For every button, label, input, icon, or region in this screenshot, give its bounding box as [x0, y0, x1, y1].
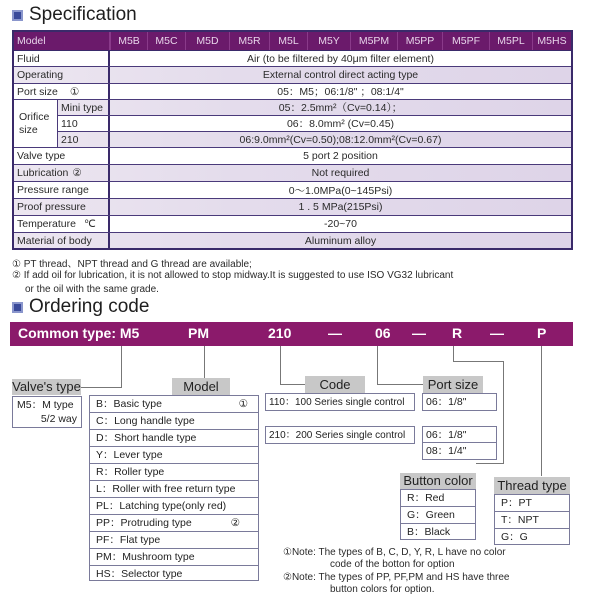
- spec-row-orifice-mini: [14, 100, 571, 116]
- valves-type-label: Valve's type: [12, 379, 81, 394]
- row-value: Air (to be filtered by 40μm filter element): [247, 52, 434, 65]
- square-bullet-icon: [12, 10, 23, 21]
- model-option-pm: PM：Mushroom type: [90, 549, 258, 566]
- row-value: External control direct acting type: [262, 69, 419, 81]
- spec-row-port-size: [14, 84, 571, 100]
- model-option-hs: HS：Selector type: [96, 568, 183, 580]
- connector-line: [453, 361, 503, 362]
- spec-note-2: ② If add oil for lubrication, it is not allowed to stop midway.It is suggested to use ISO VG32 lubricant: [12, 270, 454, 281]
- code-series: 210: [268, 325, 292, 341]
- spec-note-2-cont: or the oil with the same grade.: [25, 284, 159, 295]
- row-value: Not required: [311, 167, 370, 179]
- row-value: Aluminum alloy: [304, 234, 377, 247]
- spec-row-orifice-110: [14, 116, 571, 132]
- model-label: Model: [172, 378, 230, 395]
- spec-table: [12, 30, 573, 250]
- connector-line: [81, 387, 122, 388]
- spec-row-orifice-210: [14, 132, 571, 148]
- model-option-pl: PL：Latching type(only red): [90, 498, 258, 515]
- button-color-label: Button color: [400, 473, 476, 489]
- spec-row-fluid: [14, 51, 571, 67]
- spec-note-1: ① PT thread、NPT thread and G thread are available;: [12, 259, 252, 270]
- spec-title-text: Specification: [29, 4, 137, 25]
- thread-option-npt: T：NPT: [495, 512, 569, 529]
- code-label: Code: [305, 376, 365, 393]
- spec-row-operating: [14, 67, 571, 84]
- thread-option-pt: P：PT: [495, 495, 569, 512]
- port-option: 06：1/8": [423, 427, 496, 443]
- code-thread: P: [537, 325, 547, 341]
- model-option-l: L：Roller with free return type: [90, 481, 258, 498]
- spec-row-temperature: [14, 216, 571, 233]
- row-value: 5 port 2 position: [303, 150, 378, 162]
- ordering-note-1: ①Note: The types of B, C, D, Y, R, L have no color: [283, 547, 506, 558]
- model-col: M5B: [110, 32, 147, 50]
- row-value: 1 . 5 MPa(215Psi): [298, 201, 383, 213]
- port-option: 06：1/8": [426, 396, 467, 408]
- port-size-box-2: [422, 426, 497, 460]
- ordering-note-2: ②Note: The types of PP, PF,PM and HS have three: [283, 572, 510, 583]
- code-dash: —: [328, 325, 342, 341]
- row-label: [14, 165, 110, 181]
- connector-line: [453, 346, 454, 362]
- model-option-r: R：Roller type: [90, 464, 258, 481]
- connector-line: [503, 361, 504, 463]
- port-size-label: Port size: [423, 376, 483, 393]
- row-sublabel: Mini type: [57, 100, 110, 115]
- model-col: M5PL: [489, 32, 532, 50]
- row-label-text: Port size: [17, 85, 58, 98]
- connector-line: [280, 384, 306, 385]
- row-value: 06:9.0mm²(Cv=0.50);08:12.0mm²(Cv=0.67): [239, 133, 442, 146]
- model-option-y: Y：Lever type: [90, 447, 258, 464]
- code-color: R: [452, 325, 463, 341]
- model-col: M5R: [229, 32, 269, 50]
- spec-row-valve-type: [14, 148, 571, 165]
- model-col: M5C: [147, 32, 185, 50]
- model-col: M5PP: [397, 32, 442, 50]
- ordering-title-text: Ordering code: [29, 296, 150, 317]
- row-label-text: Temperature: [17, 218, 76, 230]
- row-value: 05：M5；06:1/8" ；08:1/4": [277, 86, 404, 98]
- orifice-label-line1: Orifice: [19, 110, 50, 123]
- row-sublabel: 110: [57, 116, 110, 131]
- row-label-text: Lubrication: [17, 167, 69, 179]
- circled-two-mark: ②: [72, 167, 82, 179]
- model-box: [89, 395, 259, 581]
- spec-section-title: [12, 4, 137, 26]
- row-label: [14, 84, 110, 99]
- color-option-red: R：Red: [401, 490, 475, 507]
- code-option-210: 210：200 Series single control: [269, 430, 406, 441]
- row-label: Operating: [14, 67, 110, 83]
- valves-type-line2: 5/2 way: [40, 413, 77, 425]
- row-label: [14, 216, 110, 232]
- connector-line: [204, 346, 205, 379]
- model-col: M5D: [185, 32, 229, 50]
- row-sublabel: 210: [57, 132, 110, 147]
- row-value: 05：2.5mm²（Cv=0.14）；: [278, 102, 403, 114]
- color-option-black: B：Black: [407, 526, 451, 538]
- spec-row-lubrication: [14, 165, 571, 182]
- square-bullet-icon: [12, 302, 23, 313]
- connector-line: [280, 346, 281, 384]
- connector-line: [476, 463, 504, 464]
- model-option-pp: PP：Protruding type ②: [90, 515, 258, 532]
- model-option-pf: PF：Flat type: [90, 532, 258, 549]
- color-option-green: G：Green: [401, 507, 475, 524]
- code-box-210: [265, 426, 415, 444]
- code-prefix: Common type: M5: [18, 325, 140, 341]
- code-dash: —: [490, 325, 504, 341]
- ordering-section-title: [12, 296, 149, 318]
- code-dash: —: [412, 325, 426, 341]
- header-model-label: Model: [14, 32, 110, 50]
- circled-one-mark: ①: [238, 398, 248, 410]
- model-col: M5PM: [350, 32, 397, 50]
- ordering-note-1-cont: code of the botton for option: [330, 559, 455, 570]
- code-model: PM: [188, 325, 209, 341]
- model-option-c: C：Long handle type: [90, 413, 258, 430]
- model-option-d: D：Short handle type: [90, 430, 258, 447]
- model-col: M5HS: [532, 32, 571, 50]
- thread-type-box: [494, 494, 570, 545]
- code-box-110: [265, 393, 415, 411]
- port-option: 08：1/4": [426, 445, 467, 457]
- row-value: -20~70: [324, 218, 357, 230]
- port-size-box-1: [422, 393, 497, 411]
- button-color-box: [400, 489, 476, 540]
- connector-line: [377, 346, 378, 384]
- orifice-size-label: [14, 100, 57, 148]
- circled-two-mark: ②: [230, 517, 240, 529]
- model-option-b: B：Basic type ①: [90, 396, 258, 413]
- spec-row-material: [14, 233, 571, 248]
- row-label: Material of body: [14, 233, 110, 248]
- model-col: M5PF: [442, 32, 489, 50]
- model-col: M5L: [269, 32, 307, 50]
- ordering-note-2-cont: button colors for option.: [330, 584, 435, 595]
- valves-type-line1: M5：M type: [17, 399, 74, 411]
- thread-type-label: Thread type: [494, 477, 570, 494]
- circled-one-mark: ①: [69, 85, 80, 98]
- spec-row-proof-pressure: [14, 199, 571, 216]
- spec-row-pressure-range: [14, 182, 571, 199]
- ordering-code-bar: [10, 322, 573, 346]
- connector-line: [541, 346, 542, 476]
- row-label: Pressure range: [14, 182, 110, 198]
- row-label: Valve type: [14, 148, 110, 164]
- code-port: 06: [375, 325, 391, 341]
- celsius-unit: ℃: [83, 218, 96, 230]
- model-col: M5Y: [307, 32, 350, 50]
- connector-line: [121, 346, 122, 388]
- row-label: Fluid: [14, 51, 110, 66]
- row-value: 0～1.0MPa(0~145Psi): [288, 184, 393, 197]
- valves-type-box: [12, 396, 82, 428]
- connector-line: [377, 384, 423, 385]
- spec-header-row: [14, 32, 571, 51]
- orifice-label-line2: size: [19, 123, 38, 136]
- row-value: 06：8.0mm² (Cv=0.45): [286, 118, 395, 130]
- row-label: Proof pressure: [14, 199, 110, 215]
- code-option-110: 110：100 Series single control: [269, 397, 405, 408]
- thread-option-g: G：G: [501, 531, 528, 543]
